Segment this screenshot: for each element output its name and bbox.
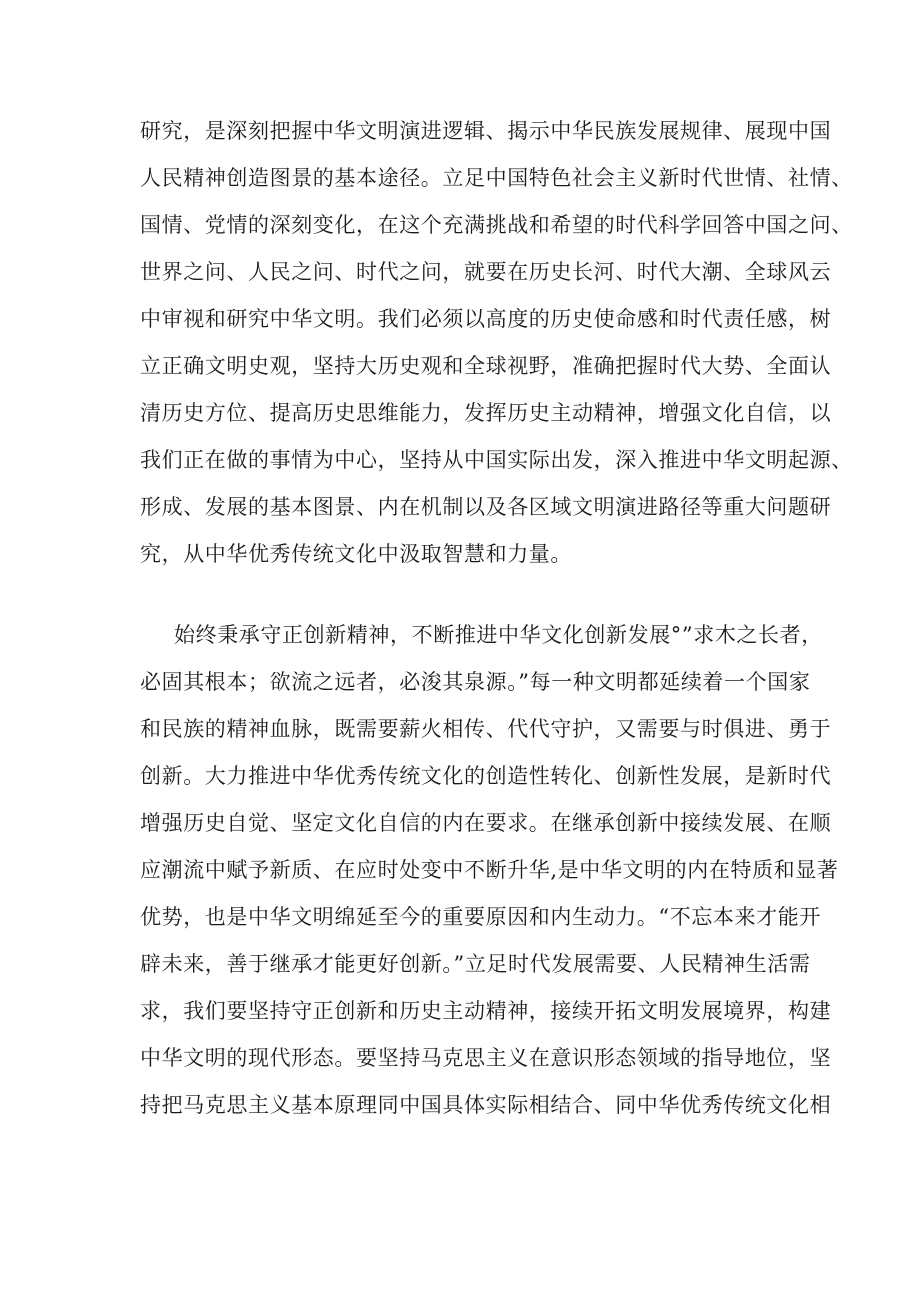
text-line: 增强历史自觉、坚定文化自信的内在要求。在继承创新中接续发展、在顺 [140, 811, 832, 835]
text-line: 究，从中华优秀传统文化中汲取智慧和力量。 [140, 542, 572, 566]
text-line: 世界之问、人民之问、时代之问，就要在历史长河、时代大潮、全球风云 [140, 260, 832, 284]
text-line: 清历史方位、提高历史思维能力，发挥历史主动精神，增强文化自信，以 [140, 401, 832, 425]
text-line: 形成、发展的基本图景、内在机制以及各区域文明演进路径等重大问题研 [140, 495, 832, 519]
text-line: 应潮流中赋予新质、在应时处变中不断升华,是中华文明的内在特质和显著 [140, 858, 839, 882]
text-line: 创新。大力推进中华优秀传统文化的创造性转化、创新性发展，是新时代 [140, 764, 832, 788]
text-line: 立正确文明史观，坚持大历史观和全球视野，准确把握时代大势、全面认 [140, 354, 832, 378]
text-line: 人民精神创造图景的基本途径。立足中国特色社会主义新时代世情、社情、 [140, 166, 853, 190]
text-line: 中华文明的现代形态。要坚持马克思主义在意识形态领域的指导地位，坚 [140, 1046, 832, 1070]
text-line: 优势，也是中华文明绵延至今的重要原因和内生动力。“不忘本来才能开 [140, 905, 821, 929]
text-line: 研究，是深刻把握中华文明演进逻辑、揭示中华民族发展规律、展现中国 [140, 119, 832, 143]
text-line: 求，我们要坚持守正创新和历史主动精神，接续开拓文明发展境界，构建 [140, 999, 832, 1023]
text-line: 始终秉承守正创新精神，不断推进中华文化创新发展°”求木之长者， [174, 623, 823, 647]
text-line: 必固其根本；欲流之远者，必浚其泉源。”每一种文明都延续着一个国家 [140, 670, 811, 694]
text-line: 国情、党情的深刻变化，在这个充满挑战和希望的时代科学回答中国之问、 [140, 213, 853, 237]
text-line: 和民族的精神血脉，既需要薪火相传、代代守护，又需要与时俱进、勇于 [140, 717, 832, 741]
text-line: 我们正在做的事情为中心，坚持从中国实际出发，深入推进中华文明起源、 [140, 448, 853, 472]
text-line: 持把马克思主义基本原理同中国具体实际相结合、同中华优秀传统文化相 [140, 1093, 832, 1117]
text-line: 中审视和研究中华文明。我们必须以高度的历史使命感和时代责任感，树 [140, 307, 832, 331]
text-line: 辟未来，善于继承才能更好创新。”立足时代发展需要、人民精神生活需 [140, 952, 811, 976]
